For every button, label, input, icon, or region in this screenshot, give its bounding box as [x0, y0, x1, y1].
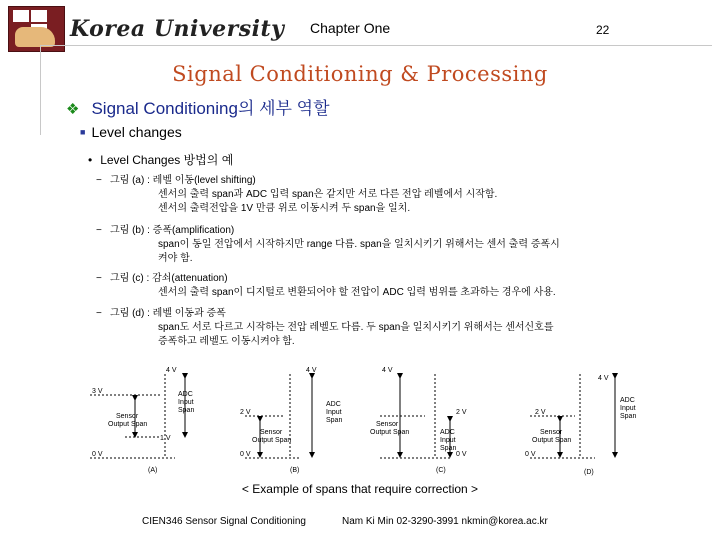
sensor-label: Output Span [252, 437, 292, 444]
item-label: 그림 (c) : 감쇠(attenuation) [110, 273, 228, 284]
footer-author: Nam Ki Min 02-3290-3991 nkmin@korea.ac.kr [342, 516, 548, 527]
sensor-label: Output Span [108, 421, 148, 428]
item-label: 그림 (a) : 레벨 이동(level shifting) [110, 175, 256, 186]
square-bullet-icon: ■ [80, 127, 86, 137]
main-heading-text: Signal Conditioning의 세부 역할 [91, 99, 330, 118]
footer-course: CIEN346 Sensor Signal Conditioning [142, 516, 306, 527]
adc-label: ADC [178, 391, 193, 398]
item-line: 증폭하고 레벨도 이동시켜야 함. [158, 336, 295, 347]
chapter-title: Chapter One [310, 20, 391, 36]
adc-label: Input [178, 399, 194, 406]
adc-label: Input [620, 405, 636, 412]
item-line: 센서의 출력 span이 디지털로 변환되어야 할 전압이 ADC 입력 범위를 초과하는 경우에 사용. [158, 287, 556, 298]
figure-label-b: (B) [290, 467, 300, 474]
tick-label: 4 V [598, 375, 609, 382]
tick-label: 4 V [306, 367, 317, 374]
tick-label: 0 V [240, 451, 251, 458]
figure-label-c: (C) [436, 467, 446, 474]
tick-label: 1 V [160, 435, 171, 442]
list-item: − 그림 (b) : 증폭(amplification) span이 동일 전압에서 시작하지만 range 다름. span을 일치시키기 위해서는 센서 출력 증폭시 켜야 함. [96, 224, 686, 266]
tick-label: 3 V [92, 388, 103, 395]
tick-label: 2 V [240, 409, 251, 416]
tick-label: 2 V [535, 409, 546, 416]
subheading-text: Level changes [91, 124, 182, 140]
span-diagram-svg [80, 362, 640, 484]
item-line: 센서의 출력전압을 1V 만큼 위로 이동시켜 두 span을 일치. [158, 203, 411, 214]
item-label: 그림 (b) : 증폭(amplification) [110, 225, 235, 236]
small-bullet-icon: • [88, 153, 93, 167]
span-diagram [80, 362, 640, 484]
page-number: 22 [596, 23, 610, 37]
adc-label: Input [326, 409, 342, 416]
subheading-examples-text: Level Changes 방법의 예 [100, 153, 234, 167]
adc-label: ADC [620, 397, 635, 404]
tick-label: 2 V [456, 409, 467, 416]
tick-label: 4 V [166, 367, 177, 374]
diamond-bullet-icon: ❖ [66, 101, 80, 118]
list-item: − 그림 (c) : 감쇠(attenuation) 센서의 출력 span이 디지털로 변환되어야 할 전압이 ADC 입력 범위를 초과하는 경우에 사용. [96, 272, 686, 300]
sensor-label: Sensor [116, 413, 139, 420]
item-label: 그림 (d) : 레벨 이동과 증폭 [110, 308, 226, 319]
sensor-label: Sensor [540, 429, 563, 436]
tiger-icon [15, 27, 55, 47]
item-line: span도 서로 다르고 시작하는 전압 레벨도 다름. 두 span을 일치시키기 위해서는 센서신호를 [158, 322, 554, 333]
item-line: 센서의 출력 span과 ADC 입력 span은 같지만 서로 다른 전압 레벨에서 시작함. [158, 189, 498, 200]
item-line: 켜야 함. [158, 253, 193, 264]
sensor-label: Sensor [260, 429, 283, 436]
subheading-examples [88, 151, 233, 168]
tick-label: 0 V [525, 451, 536, 458]
main-heading [66, 94, 330, 119]
header-rule [40, 45, 712, 46]
side-rule [40, 45, 41, 135]
tick-label: 0 V [456, 451, 467, 458]
adc-label: Span [326, 417, 343, 424]
adc-label: Span [178, 407, 195, 414]
tick-label: 0 V [92, 451, 103, 458]
list-item: − 그림 (d) : 레벨 이동과 증폭 span도 서로 다르고 시작하는 전압 레벨도 다름. 두 span을 일치시키기 위해서는 센서신호를 증폭하고 레벨도 이동시켜야 함. [96, 307, 686, 349]
figure-label-a: (A) [148, 467, 158, 474]
figure-caption: < Example of spans that require correction > [241, 482, 479, 496]
adc-label: ADC [440, 429, 455, 436]
figure-label-d: (D) [584, 469, 594, 476]
university-name: Korea University [70, 16, 285, 42]
subheading-level-changes [80, 124, 182, 140]
list-item: − 그림 (a) : 레벨 이동(level shifting) 센서의 출력 span과 ADC 입력 span은 같지만 서로 다른 전압 레벨에서 시작함. 센서의 출력전압을 1V 만큼 위로 이동시켜 두 span을 일치. [96, 174, 686, 216]
sensor-label: Output Span [370, 429, 410, 436]
sensor-label: Sensor [376, 421, 399, 428]
sensor-label: Output Span [532, 437, 572, 444]
adc-label: Input [440, 437, 456, 444]
adc-label: ADC [326, 401, 341, 408]
item-line: span이 동일 전압에서 시작하지만 range 다름. span을 일치시키기 위해서는 센서 출력 증폭시 [158, 239, 560, 250]
adc-label: Span [440, 445, 457, 452]
adc-label: Span [620, 413, 637, 420]
tick-label: 4 V [382, 367, 393, 374]
slide-title: Signal Conditioning & Processing [172, 62, 548, 86]
